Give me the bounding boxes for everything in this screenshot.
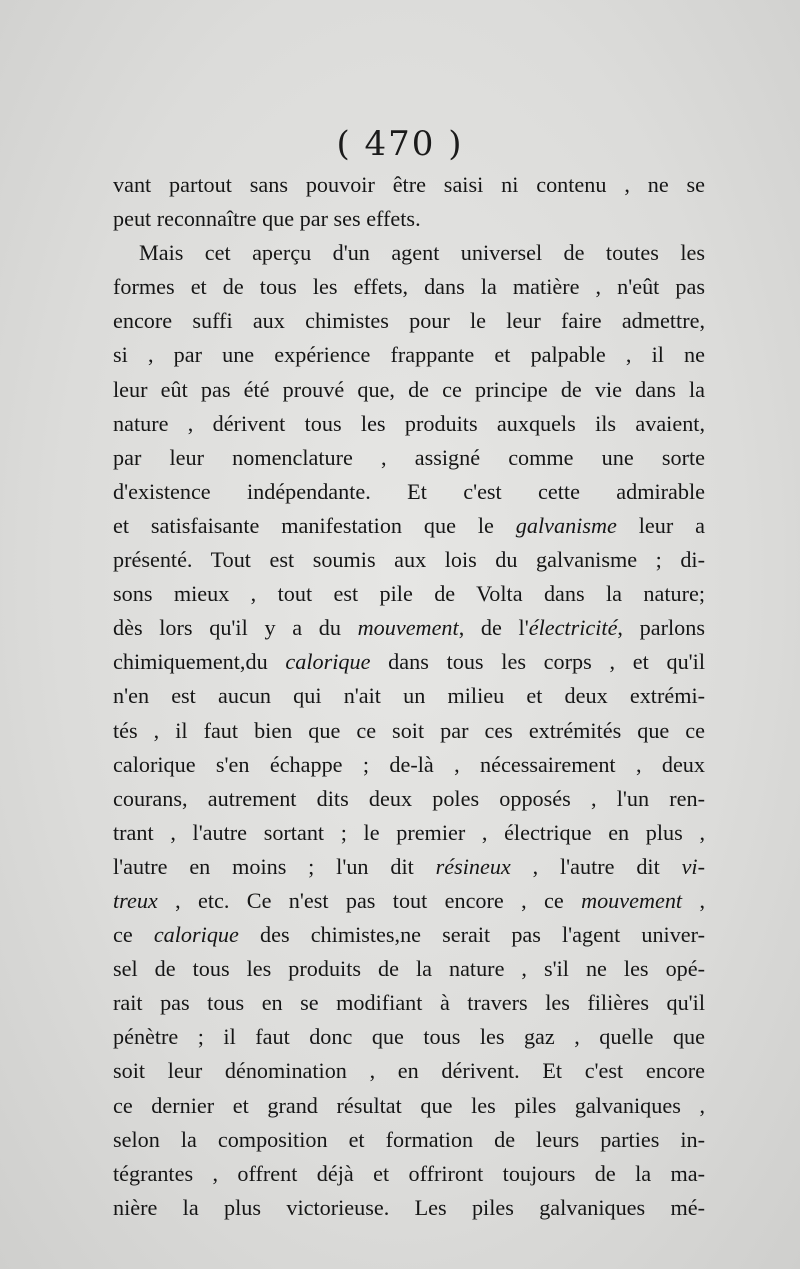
text-line	[113, 748, 705, 782]
line-text: leur eût pas été prouvé que, de ce principe de vie dans la	[113, 376, 705, 402]
line-text: tégrantes , offrent déjà et offriront toujours de la ma-	[113, 1160, 705, 1186]
text-line	[113, 816, 705, 850]
text-line	[113, 884, 705, 918]
line-text: pénètre ; il faut donc que tous les gaz , quelle que	[113, 1024, 705, 1050]
line-text: , l'autre dit	[510, 853, 682, 879]
text-line	[113, 1020, 705, 1054]
text-line	[113, 1157, 705, 1191]
line-text: trant , l'autre sortant ; le premier , électrique en plus ,	[113, 819, 705, 845]
text-line	[113, 918, 705, 952]
page-number: ( 470 )	[336, 124, 464, 164]
text-line	[113, 543, 705, 577]
line-text: présenté. Tout est soumis aux lois du galvanisme ; di-	[113, 547, 705, 573]
text-line	[113, 407, 705, 441]
text-line	[113, 986, 705, 1020]
text-line	[113, 236, 705, 270]
text-line	[113, 441, 705, 475]
text-line	[113, 645, 705, 679]
line-text: n'en est aucun qui n'ait un milieu et deux extrémi-	[113, 683, 705, 709]
text-line	[113, 168, 705, 202]
italic-term: galvanisme	[515, 512, 617, 538]
text-line	[113, 202, 705, 236]
line-text: l'autre en moins ; l'un dit	[113, 853, 436, 879]
line-text: ,	[682, 887, 706, 913]
italic-term: mouvement	[357, 615, 459, 641]
line-text: nière la plus victorieuse. Les piles galvaniques mé-	[113, 1194, 705, 1220]
text-line	[113, 952, 705, 986]
line-text: encore suffi aux chimistes pour le leur faire admettre,	[113, 308, 705, 334]
line-text: , de l'	[458, 615, 529, 641]
line-text: calorique s'en échappe ; de-là , nécessairement , deux	[113, 751, 705, 777]
text-line	[113, 782, 705, 816]
line-text: dans tous les corps , et qu'il	[370, 649, 706, 675]
line-text: tés , il faut bien que ce soit par ces extrémités que ce	[113, 717, 705, 743]
line-text: Mais cet aperçu d'un agent universel de toutes les	[139, 240, 705, 266]
line-text: chimiquement,du	[113, 649, 286, 675]
text-line	[113, 373, 705, 407]
line-text: vant partout sans pouvoir être saisi ni contenu , ne se	[113, 172, 705, 197]
line-text: sons mieux , tout est pile de Volta dans la nature;	[113, 581, 705, 607]
line-text: soit leur dénomination , en dérivent. Et c'est encore	[113, 1058, 705, 1084]
italic-term: résineux	[435, 853, 511, 879]
line-text: formes et de tous les effets, dans la matière , n'eût pas	[113, 274, 705, 300]
text-line	[113, 1089, 705, 1123]
text-line	[113, 304, 705, 338]
line-text: selon la composition et formation de leurs parties in-	[113, 1126, 705, 1152]
italic-term: calorique	[153, 922, 239, 948]
italic-term: mouvement	[581, 887, 683, 913]
line-text: dès lors qu'il y a du	[113, 615, 358, 641]
line-text: leur a	[616, 512, 705, 538]
text-line	[113, 714, 705, 748]
italic-term: électricité	[528, 615, 618, 641]
italic-term: treux	[113, 887, 158, 913]
italic-term: calorique	[285, 649, 371, 675]
line-text: ce	[113, 922, 154, 948]
line-text: nature , dérivent tous les produits auxquels ils avaient,	[113, 410, 705, 436]
text-line	[113, 1054, 705, 1088]
text-line	[113, 679, 705, 713]
line-text: ce dernier et grand résultat que les piles galvaniques ,	[113, 1092, 705, 1118]
text-line	[113, 611, 705, 645]
text-line	[113, 475, 705, 509]
line-text: peut reconnaître que par ses effets.	[113, 206, 421, 232]
line-text: , etc. Ce n'est pas tout encore , ce	[157, 887, 582, 913]
text-line	[113, 1191, 705, 1225]
text-line	[113, 1123, 705, 1157]
text-line	[113, 338, 705, 372]
line-text: par leur nomenclature , assigné comme une sorte	[113, 444, 705, 470]
line-text: sel de tous les produits de la nature , s'il ne les opé-	[113, 956, 705, 982]
line-text: courans, autrement dits deux poles opposés , l'un ren-	[113, 785, 705, 811]
italic-term: vi-	[681, 853, 705, 879]
line-text: si , par une expérience frappante et palpable , il ne	[113, 342, 705, 368]
body-text	[113, 168, 705, 1225]
text-line	[113, 509, 705, 543]
line-text: , parlons	[617, 615, 705, 641]
text-line	[113, 850, 705, 884]
text-line	[113, 270, 705, 304]
line-text: rait pas tous en se modifiant à travers les filières qu'il	[113, 990, 705, 1016]
line-text: des chimistes,ne serait pas l'agent univer-	[238, 922, 705, 948]
line-text: et satisfaisante manifestation que le	[113, 512, 516, 538]
line-text: d'existence indépendante. Et c'est cette admirable	[113, 478, 705, 504]
text-line	[113, 577, 705, 611]
